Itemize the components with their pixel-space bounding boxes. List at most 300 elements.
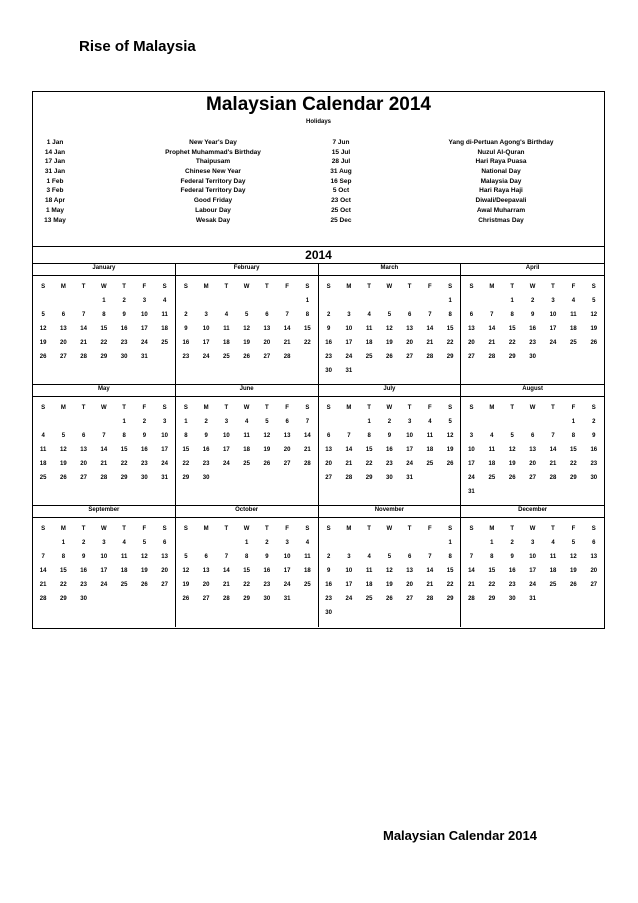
weekday-header: T xyxy=(265,405,269,411)
day-cell: 27 xyxy=(468,354,475,360)
weekday-header: T xyxy=(122,526,126,532)
day-cell: 24 xyxy=(549,340,557,346)
day-cell: 11 xyxy=(243,433,250,439)
day-cell: 2 xyxy=(326,312,331,318)
day-cell: 25 xyxy=(120,582,128,588)
month-days-grid xyxy=(176,397,318,485)
day-cell: 12 xyxy=(141,554,148,560)
weekday-header: F xyxy=(285,405,289,411)
weekday-header: F xyxy=(428,284,432,290)
month-days-grid xyxy=(176,518,318,606)
day-cell: 13 xyxy=(325,447,332,453)
day-cell: 21 xyxy=(283,340,291,346)
day-cell: 21 xyxy=(39,582,47,588)
holiday-list-right xyxy=(321,138,605,225)
day-cell: 15 xyxy=(446,326,454,332)
empty-cell xyxy=(400,294,420,308)
day-cell: 6 xyxy=(592,540,596,546)
day-cell: 9 xyxy=(142,433,147,439)
day-cell: 3 xyxy=(407,419,412,425)
day-cell: 24 xyxy=(345,354,353,360)
day-cell: 24 xyxy=(223,461,230,467)
day-cell: 29 xyxy=(446,596,454,602)
weekday-header: F xyxy=(571,405,576,411)
empty-cell xyxy=(379,536,399,550)
month-days-grid xyxy=(33,397,175,485)
day-cell: 30 xyxy=(529,354,536,360)
day-cell: 25 xyxy=(161,340,168,346)
day-cell: 28 xyxy=(39,596,47,602)
day-cell: 21 xyxy=(426,582,434,588)
day-cell: 26 xyxy=(386,596,393,602)
weekday-header: F xyxy=(142,526,147,532)
day-cell: 14 xyxy=(345,447,353,453)
day-cell: 1 xyxy=(448,540,452,546)
weekday-header: T xyxy=(367,284,371,290)
day-cell: 10 xyxy=(100,554,108,560)
month-name: November xyxy=(319,506,461,518)
month-october xyxy=(176,506,319,627)
month-november xyxy=(319,506,462,627)
weekday-header: M xyxy=(203,405,209,411)
weekday-header: T xyxy=(81,405,86,411)
day-cell: 27 xyxy=(80,475,87,481)
weekday-header: T xyxy=(122,284,126,290)
day-cell: 1 xyxy=(184,419,188,425)
weekday-header: F xyxy=(571,526,576,532)
holiday-name: Thaipusam xyxy=(195,158,231,166)
day-cell: 19 xyxy=(446,447,454,453)
day-cell: 8 xyxy=(244,554,249,560)
weekday-header: W xyxy=(529,405,536,411)
day-cell: 10 xyxy=(345,326,353,332)
day-cell: 1 xyxy=(305,298,310,304)
holiday-row xyxy=(321,196,605,206)
weekday-header: T xyxy=(81,284,86,290)
day-cell: 21 xyxy=(345,461,353,467)
holiday-row xyxy=(33,167,313,177)
weekday-header: S xyxy=(326,405,331,411)
day-cell: 28 xyxy=(80,354,87,360)
day-cell: 13 xyxy=(406,568,413,574)
day-cell: 4 xyxy=(367,312,371,318)
weekday-header: T xyxy=(407,526,412,532)
day-cell: 3 xyxy=(347,554,351,560)
day-cell: 5 xyxy=(571,540,576,546)
day-cell: 21 xyxy=(223,582,230,588)
day-cell: 19 xyxy=(182,582,190,588)
page-title: Rise of Malaysia xyxy=(79,38,196,55)
day-cell: 26 xyxy=(60,475,67,481)
month-days-grid xyxy=(319,397,461,485)
day-cell: 19 xyxy=(508,461,516,467)
day-cell: 4 xyxy=(305,540,310,546)
day-cell: 9 xyxy=(592,433,596,439)
day-cell: 26 xyxy=(141,582,148,588)
weekday-header: T xyxy=(407,284,412,290)
day-cell: 28 xyxy=(304,461,311,467)
day-cell: 28 xyxy=(426,596,434,602)
day-cell: 15 xyxy=(60,568,67,574)
day-cell: 8 xyxy=(61,554,66,560)
day-cell: 13 xyxy=(468,326,475,332)
month-july xyxy=(319,385,462,506)
day-cell: 2 xyxy=(184,312,188,318)
day-cell: 19 xyxy=(570,568,577,574)
weekday-header: S xyxy=(448,526,453,532)
day-cell: 25 xyxy=(243,461,250,467)
day-cell: 25 xyxy=(304,582,311,588)
day-cell: 17 xyxy=(345,582,353,588)
day-cell: 2 xyxy=(265,540,269,546)
day-cell: 11 xyxy=(365,568,373,574)
day-cell: 14 xyxy=(426,568,434,574)
weekday-header: S xyxy=(448,405,453,411)
weekday-header: T xyxy=(510,526,515,532)
empty-cell xyxy=(359,294,379,308)
day-cell: 27 xyxy=(161,582,168,588)
day-cell: 3 xyxy=(285,540,289,546)
day-cell: 15 xyxy=(182,447,190,453)
day-cell: 23 xyxy=(325,354,332,360)
day-cell: 8 xyxy=(448,312,452,318)
month-name: April xyxy=(461,264,604,276)
weekday-header: M xyxy=(346,526,352,532)
day-cell: 1 xyxy=(367,419,371,425)
weekday-header: M xyxy=(60,405,66,411)
weekday-header: T xyxy=(407,405,412,411)
day-cell: 17 xyxy=(161,447,168,453)
day-cell: 17 xyxy=(283,568,291,574)
holiday-date: 14 Jan xyxy=(44,148,66,156)
weekday-header: T xyxy=(224,405,229,411)
day-cell: 2 xyxy=(204,419,208,425)
holiday-row xyxy=(33,148,313,158)
month-march xyxy=(319,264,462,385)
day-cell: 10 xyxy=(345,568,353,574)
day-cell: 9 xyxy=(326,326,331,332)
day-cell: 12 xyxy=(39,326,47,332)
day-cell: 16 xyxy=(508,568,516,574)
day-cell: 31 xyxy=(406,475,413,481)
day-cell: 14 xyxy=(223,568,230,574)
holiday-row xyxy=(321,177,605,187)
day-cell: 7 xyxy=(102,433,106,439)
day-cell: 5 xyxy=(244,312,249,318)
day-cell: 25 xyxy=(223,354,230,360)
weekday-header: M xyxy=(60,284,66,290)
holiday-name: Federal Territory Day xyxy=(180,187,246,195)
day-cell: 8 xyxy=(305,312,310,318)
day-cell: 30 xyxy=(325,368,332,374)
empty-cell xyxy=(482,415,502,429)
day-cell: 25 xyxy=(549,582,557,588)
day-cell: 24 xyxy=(283,582,291,588)
day-cell: 3 xyxy=(530,540,535,546)
day-cell: 19 xyxy=(590,326,598,332)
day-cell: 17 xyxy=(100,568,108,574)
day-cell: 12 xyxy=(508,447,516,453)
empty-cell xyxy=(420,294,440,308)
weekday-header: S xyxy=(305,526,310,532)
day-cell: 6 xyxy=(61,312,66,318)
day-cell: 28 xyxy=(345,475,353,481)
day-cell: 10 xyxy=(529,554,536,560)
day-cell: 30 xyxy=(325,610,332,616)
day-cell: 19 xyxy=(39,340,47,346)
day-cell: 10 xyxy=(283,554,291,560)
day-cell: 18 xyxy=(120,568,128,574)
day-cell: 17 xyxy=(202,340,210,346)
day-cell: 4 xyxy=(428,419,432,425)
empty-cell xyxy=(420,536,440,550)
day-cell: 20 xyxy=(590,568,598,574)
day-cell: 23 xyxy=(182,354,190,360)
day-cell: 6 xyxy=(204,554,208,560)
day-cell: 14 xyxy=(304,433,311,439)
weekday-header: M xyxy=(203,526,209,532)
day-cell: 17 xyxy=(529,568,536,574)
day-cell: 2 xyxy=(592,419,596,425)
day-cell: 8 xyxy=(102,312,106,318)
month-august xyxy=(461,385,604,506)
day-cell: 8 xyxy=(510,312,514,318)
holidays-label: Holidays xyxy=(305,119,331,125)
holiday-list-left xyxy=(33,138,313,225)
day-cell: 28 xyxy=(468,596,475,602)
day-cell: 23 xyxy=(508,582,516,588)
weekday-header: W xyxy=(243,526,250,532)
day-cell: 17 xyxy=(141,326,148,332)
day-cell: 4 xyxy=(367,554,371,560)
day-cell: 18 xyxy=(223,340,230,346)
day-cell: 15 xyxy=(243,568,250,574)
day-cell: 13 xyxy=(406,326,413,332)
day-cell: 24 xyxy=(529,582,536,588)
day-cell: 25 xyxy=(365,596,373,602)
day-cell: 25 xyxy=(426,461,434,467)
month-april xyxy=(461,264,604,385)
day-cell: 1 xyxy=(571,419,576,425)
day-cell: 14 xyxy=(283,326,291,332)
footer-title: Malaysian Calendar 2014 xyxy=(383,828,537,843)
empty-cell xyxy=(543,415,563,429)
day-cell: 7 xyxy=(428,312,432,318)
day-cell: 20 xyxy=(60,340,67,346)
day-cell: 10 xyxy=(468,447,475,453)
weekday-header: F xyxy=(285,526,289,532)
day-cell: 23 xyxy=(120,340,128,346)
day-cell: 14 xyxy=(39,568,47,574)
day-cell: 23 xyxy=(263,582,271,588)
weekday-header: S xyxy=(469,284,474,290)
day-cell: 23 xyxy=(80,582,87,588)
day-cell: 30 xyxy=(508,596,516,602)
day-cell: 27 xyxy=(325,475,332,481)
day-cell: 6 xyxy=(530,433,535,439)
day-cell: 18 xyxy=(488,461,496,467)
holiday-date: 23 Oct xyxy=(331,197,351,205)
day-cell: 22 xyxy=(446,582,454,588)
day-cell: 22 xyxy=(100,340,108,346)
weekday-header: T xyxy=(551,284,555,290)
day-cell: 2 xyxy=(510,540,514,546)
day-cell: 7 xyxy=(551,433,555,439)
weekday-header: M xyxy=(203,284,209,290)
day-cell: 12 xyxy=(263,433,271,439)
empty-cell xyxy=(196,536,216,550)
day-cell: 11 xyxy=(39,447,47,453)
day-cell: 7 xyxy=(428,554,432,560)
day-cell: 26 xyxy=(182,596,190,602)
day-cell: 5 xyxy=(184,554,188,560)
weekday-header: F xyxy=(142,405,147,411)
day-cell: 28 xyxy=(488,354,496,360)
day-cell: 6 xyxy=(407,554,412,560)
day-cell: 13 xyxy=(60,326,67,332)
day-cell: 24 xyxy=(161,461,168,467)
holiday-name: Hari Raya Haji xyxy=(479,187,523,195)
day-cell: 16 xyxy=(141,447,148,453)
holiday-date: 25 Oct xyxy=(331,206,351,214)
month-days-grid xyxy=(176,276,318,364)
day-cell: 31 xyxy=(468,489,475,495)
day-cell: 20 xyxy=(80,461,87,467)
day-cell: 20 xyxy=(202,582,210,588)
day-cell: 27 xyxy=(406,354,413,360)
day-cell: 24 xyxy=(406,461,413,467)
day-cell: 20 xyxy=(325,461,332,467)
day-cell: 19 xyxy=(141,568,148,574)
day-cell: 9 xyxy=(387,433,392,439)
weekday-header: T xyxy=(367,526,371,532)
weekday-header: T xyxy=(367,405,371,411)
empty-cell xyxy=(176,294,196,308)
day-cell: 24 xyxy=(141,340,148,346)
holiday-date: 16 Sep xyxy=(330,177,352,185)
day-cell: 21 xyxy=(549,461,557,467)
weekday-header: M xyxy=(346,284,352,290)
day-cell: 2 xyxy=(387,419,392,425)
empty-cell xyxy=(176,536,196,550)
empty-cell xyxy=(257,294,277,308)
day-cell: 7 xyxy=(285,312,289,318)
empty-cell xyxy=(216,294,236,308)
weekday-header: T xyxy=(551,526,555,532)
day-cell: 29 xyxy=(570,475,577,481)
day-cell: 18 xyxy=(243,447,250,453)
day-cell: 21 xyxy=(488,340,496,346)
empty-cell xyxy=(339,294,359,308)
day-cell: 23 xyxy=(386,461,393,467)
day-cell: 31 xyxy=(529,596,536,602)
day-cell: 21 xyxy=(468,582,475,588)
day-cell: 18 xyxy=(549,568,557,574)
empty-cell xyxy=(33,415,53,429)
day-cell: 15 xyxy=(488,568,496,574)
holiday-date: 25 Dec xyxy=(330,216,352,224)
day-cell: 8 xyxy=(367,433,371,439)
day-cell: 11 xyxy=(161,312,168,318)
month-name: June xyxy=(176,385,318,397)
day-cell: 30 xyxy=(386,475,393,481)
day-cell: 28 xyxy=(426,354,434,360)
holiday-date: 1 May xyxy=(45,206,65,214)
day-cell: 26 xyxy=(386,354,393,360)
day-cell: 11 xyxy=(488,447,495,453)
holiday-name: Yang di-Pertuan Agong's Birthday xyxy=(448,139,554,146)
holiday-name: Wesak Day xyxy=(195,216,231,224)
day-cell: 5 xyxy=(142,540,147,546)
day-cell: 27 xyxy=(529,475,536,481)
day-cell: 5 xyxy=(387,554,392,560)
weekday-header: M xyxy=(346,405,352,411)
day-cell: 10 xyxy=(202,326,210,332)
day-cell: 19 xyxy=(60,461,67,467)
weekday-header: W xyxy=(386,526,393,532)
weekday-header: S xyxy=(305,405,310,411)
day-cell: 31 xyxy=(345,368,353,374)
holiday-name: Chinese New Year xyxy=(185,168,241,176)
day-cell: 10 xyxy=(141,312,148,318)
weekday-header: T xyxy=(265,284,269,290)
day-cell: 29 xyxy=(508,354,516,360)
day-cell: 1 xyxy=(490,540,494,546)
weekday-header: S xyxy=(41,405,46,411)
day-cell: 26 xyxy=(446,461,454,467)
weekday-header: M xyxy=(489,284,495,290)
day-cell: 17 xyxy=(468,461,475,467)
day-cell: 13 xyxy=(283,433,291,439)
day-cell: 10 xyxy=(549,312,557,318)
weekday-header: S xyxy=(591,405,596,411)
day-cell: 12 xyxy=(60,447,67,453)
month-september xyxy=(33,506,176,627)
empty-cell xyxy=(400,536,420,550)
day-cell: 3 xyxy=(469,433,474,439)
empty-cell xyxy=(53,415,73,429)
day-cell: 21 xyxy=(426,340,434,346)
day-cell: 25 xyxy=(39,475,47,481)
weekday-header: T xyxy=(510,284,515,290)
empty-cell xyxy=(33,536,53,550)
day-cell: 20 xyxy=(468,340,475,346)
day-cell: 13 xyxy=(263,326,271,332)
holiday-row xyxy=(321,138,605,148)
day-cell: 16 xyxy=(182,340,190,346)
day-cell: 10 xyxy=(406,433,413,439)
month-name: July xyxy=(319,385,461,397)
day-cell: 13 xyxy=(529,447,536,453)
day-cell: 4 xyxy=(244,419,249,425)
day-cell: 15 xyxy=(570,447,577,453)
day-cell: 22 xyxy=(488,582,496,588)
day-cell: 3 xyxy=(347,312,351,318)
weekday-header: S xyxy=(183,284,188,290)
empty-cell xyxy=(461,536,481,550)
holiday-row xyxy=(33,206,313,216)
day-cell: 6 xyxy=(285,419,289,425)
empty-cell xyxy=(482,294,502,308)
day-cell: 29 xyxy=(60,596,67,602)
day-cell: 29 xyxy=(243,596,250,602)
weekday-header: W xyxy=(243,284,250,290)
day-cell: 27 xyxy=(263,354,271,360)
weekday-header: W xyxy=(101,526,107,532)
day-cell: 12 xyxy=(386,568,393,574)
day-cell: 4 xyxy=(551,540,555,546)
day-cell: 12 xyxy=(386,326,393,332)
